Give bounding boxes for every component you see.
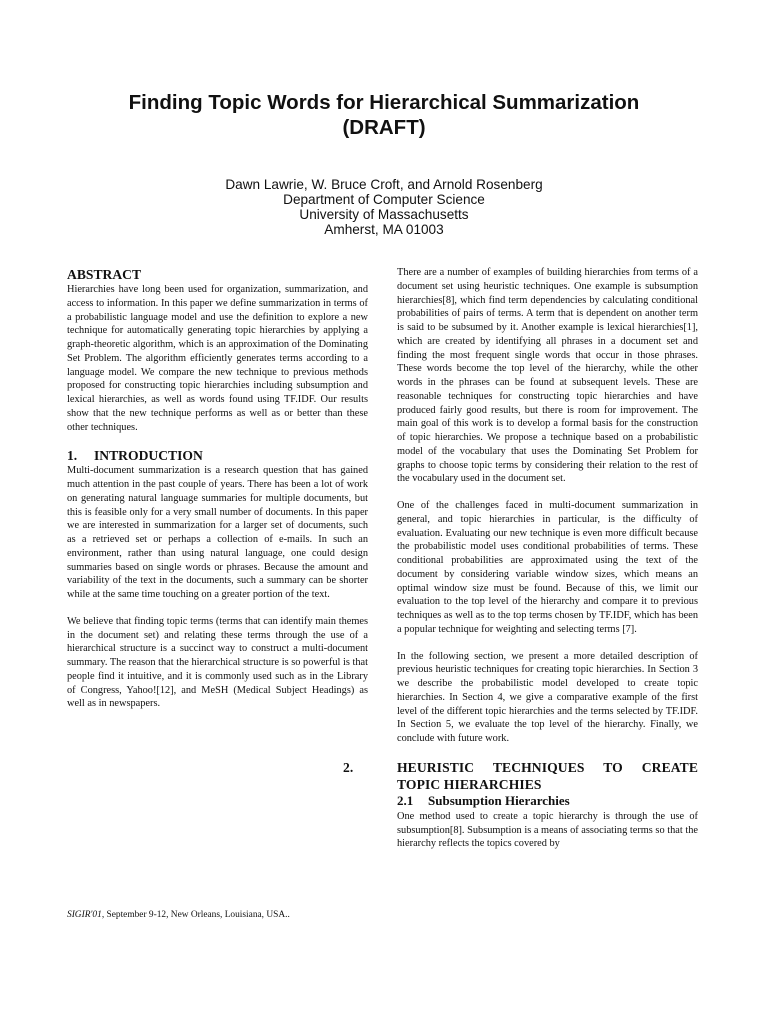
author-location: Amherst, MA 01003 (324, 222, 444, 237)
subsection-2-1-heading (397, 793, 698, 809)
introduction-title: INTRODUCTION (94, 448, 203, 464)
venue-footnote (67, 909, 368, 921)
paper-title (60, 90, 708, 140)
right-column (343, 266, 698, 864)
abstract-text: Hierarchies have long been used for organization, summarization, and access to information. In this paper we define summarization in terms of a probabilistic language model and use the definition to explore a new technique for automatically generating topic hierarchies by applying a graph-theoretic algorithm, which is an approximation of the Dominating Set Problem. The algorithm efficiently generates terms according to a language model. We compare the new technique to previous methods proposed for constructing topic hierarchies including subsumption and lexical hierarchies, as well as words found using TF.IDF. Our results show that the new technique performs as well as or better than these other techniques. (67, 284, 368, 433)
subsumption-paragraph: One method used to create a topic hierarchy is through the use of subsumption[8]. Subsumption is a means of associating terms so that the hierarchy reflects the topics covered by (397, 810, 698, 850)
subsection-2-1-title: Subsumption Hierarchies (428, 792, 570, 808)
venue-name: SIGIR'01 (67, 910, 102, 920)
introduction-heading (67, 447, 368, 464)
section-2-heading (343, 759, 698, 793)
abstract-heading: ABSTRACT (67, 267, 142, 282)
left-column (67, 266, 368, 724)
author-names: Dawn Lawrie, W. Bruce Croft, and Arnold Rosenberg (225, 177, 543, 192)
title-line-1: Finding Topic Words for Hierarchical Summarization (128, 91, 640, 114)
intro-paragraph-4: One of the challenges faced in multi-document summarization in general, and topic hierarchies in particular, is the difficulty of evaluation. Evaluating our new technique is even more difficult because the probabilistic model uses conditional probabilities of terms. These conditional probabilities are approximated using the text of the document by considering variable window sizes, which means an optimal window size must be found. Because of this, we limit our evaluation to the top level of the hierarchy and compare it to previous techniques as well as to the top terms chosen by TF.IDF, which has been a popular technique for weighting and selecting terms [7]. (397, 500, 698, 635)
subsection-2-1-number: 2.1 (397, 792, 414, 808)
section-2-title: HEURISTIC TECHNIQUES TO CREATE TOPIC HIERARCHIES (397, 759, 698, 792)
intro-paragraph-2: We believe that finding topic terms (terms that can identify main themes in the document set) and relating these terms through the use of a hierarchical structure is a succinct way to construct a multi-document summary. The reason that the hierarchical structure is so powerful is that people find it intuitive, and it is commonly used such as in the Library of Congress, Yahoo![12], and MeSH (Medical Subject Headings) as well as in newspapers. (67, 615, 368, 710)
author-block (60, 177, 708, 237)
section-2-number: 2. (343, 759, 354, 775)
author-department: Department of Computer Science (283, 192, 485, 207)
intro-paragraph-5: In the following section, we present a more detailed description of previous heuristic techniques for creating topic hierarchies. In Section 3 we describe the probabilistic model developed to create topic hierarchies. In Section 4, we give a comparative example of the first level of the different topic hierarchies and the terms selected by TF.IDF. In Section 5, we evaluate the top level of the hierarchy. Finally, we conclude with future work. (397, 650, 698, 744)
intro-paragraph-1: Multi-document summarization is a research question that has gained much attention in the past couple of years. There has been a lot of work on generating natural language summaries for multiple documents, but this is feasible only for a very small number of documents. In this paper we are interested in summarization for a larger set of documents, such as a retrieved set or perhaps a collection of e-mails. In such an environment, rather than using natural language, one could design summaries based on single words or phrases. Because the amount and variability of the text in the documents, such a summary can be shorter while at the same time touching on a greater portion of the text. (67, 465, 368, 600)
introduction-number: 1. (67, 448, 78, 464)
title-line-2: (DRAFT) (342, 116, 426, 139)
author-university: University of Massachusetts (299, 207, 469, 222)
intro-paragraph-3: There are a number of examples of building hierarchies from terms of a document set using heuristic techniques. One example is subsumption hierarchies[8], which find term dependencies by calculating conditional probabilities of pairs of terms. A term that is dependent on another term is said to be subsumed by it. Another example is lexical hierarchies[1], which are created by identifying all phrases in a document set and finding the most frequent single words that occur in those phrases. These words become the top level of the hierarchy, while the other words in the phrases can be found at subsequent levels. These are reasonable techniques for constructing topic hierarchies and have produced fairly good results, but there is room for improvement. The main goal of this work is to develop a formal basis for the construction of topic hierarchies. We propose a technique based on a probabilistic model of the vocabulary that uses the Dominating Set Problem for graphs to choose topic terms by considering their relation to the rest of the vocabulary used in the document set. (397, 267, 698, 485)
venue-details: , September 9-12, New Orleans, Louisiana, USA.. (101, 910, 290, 920)
